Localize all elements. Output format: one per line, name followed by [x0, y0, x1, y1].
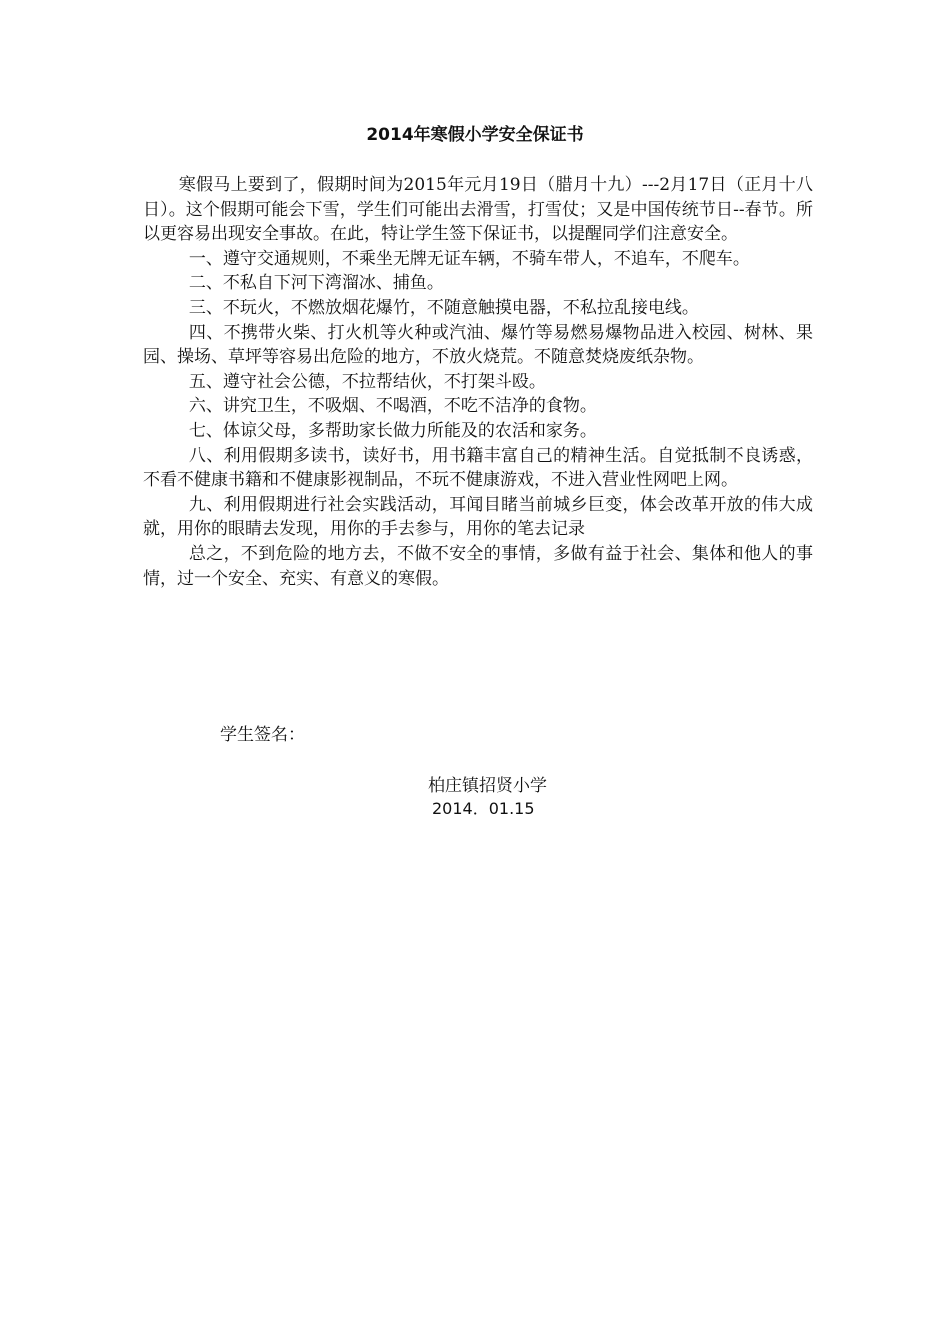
document-body [143, 173, 813, 591]
rule-item-6: 六、讲究卫生，不吸烟、不喝酒，不吃不洁净的食物。 [188, 396, 597, 417]
rule-item-8: 八、利用假期多读书，读好书，用书籍丰富自己的精神生活。自觉抵制不良诱惑，不看不健康书籍和不健康影视制品，不玩不健康游戏，不进入营业性网吧上网。 [143, 445, 813, 491]
rule-item-4: 四、不携带火柴、打火机等火种或汽油、爆竹等易燃易爆物品进入校园、树林、果园、操场、草坪等容易出危险的地方，不放火烧荒。不随意焚烧废纸杂物。 [143, 322, 813, 368]
rule-item-3: 三、不玩火，不燃放烟花爆竹，不随意触摸电器，不私拉乱接电线。 [188, 297, 699, 318]
intro-paragraph: 寒假马上要到了，假期时间为2015年元月19日（腊月十九）---2月17日（正月十八日）。这个假期可能会下雪，学生们可能出去滑雪，打雪仗；又是中国传统节日--春节。所以更容易出现安全事故。在此，特让学生签下保证书，以提醒同学们注意安全。 [143, 175, 813, 245]
student-signature-label: 学生签名： [220, 725, 305, 745]
rule-item-1: 一、遵守交通规则，不乘坐无牌无证车辆，不骑车带人，不追车，不爬车。 [188, 248, 750, 269]
rule-item-7: 七、体谅父母，多帮助家长做力所能及的农活和家务。 [188, 420, 597, 441]
school-name: 柏庄镇招贤小学 [428, 776, 547, 796]
conclusion-paragraph: 总之，不到危险的地方去，不做不安全的事情，多做有益于社会、集体和他人的事情，过一个安全、充实、有意义的寒假。 [143, 543, 813, 589]
rule-item-2: 二、不私自下河下湾溜冰、捕鱼。 [188, 273, 444, 294]
document-title: 2014年寒假小学安全保证书 [366, 125, 584, 145]
document-date: 2014．01.15 [432, 799, 535, 818]
rule-item-5: 五、遵守社会公德，不拉帮结伙，不打架斗殴。 [188, 371, 546, 392]
rule-item-9: 九、利用假期进行社会实践活动，耳闻目睹当前城乡巨变，体会改革开放的伟大成就，用你的眼睛去发现，用你的手去参与，用你的笔去记录 [143, 494, 813, 540]
